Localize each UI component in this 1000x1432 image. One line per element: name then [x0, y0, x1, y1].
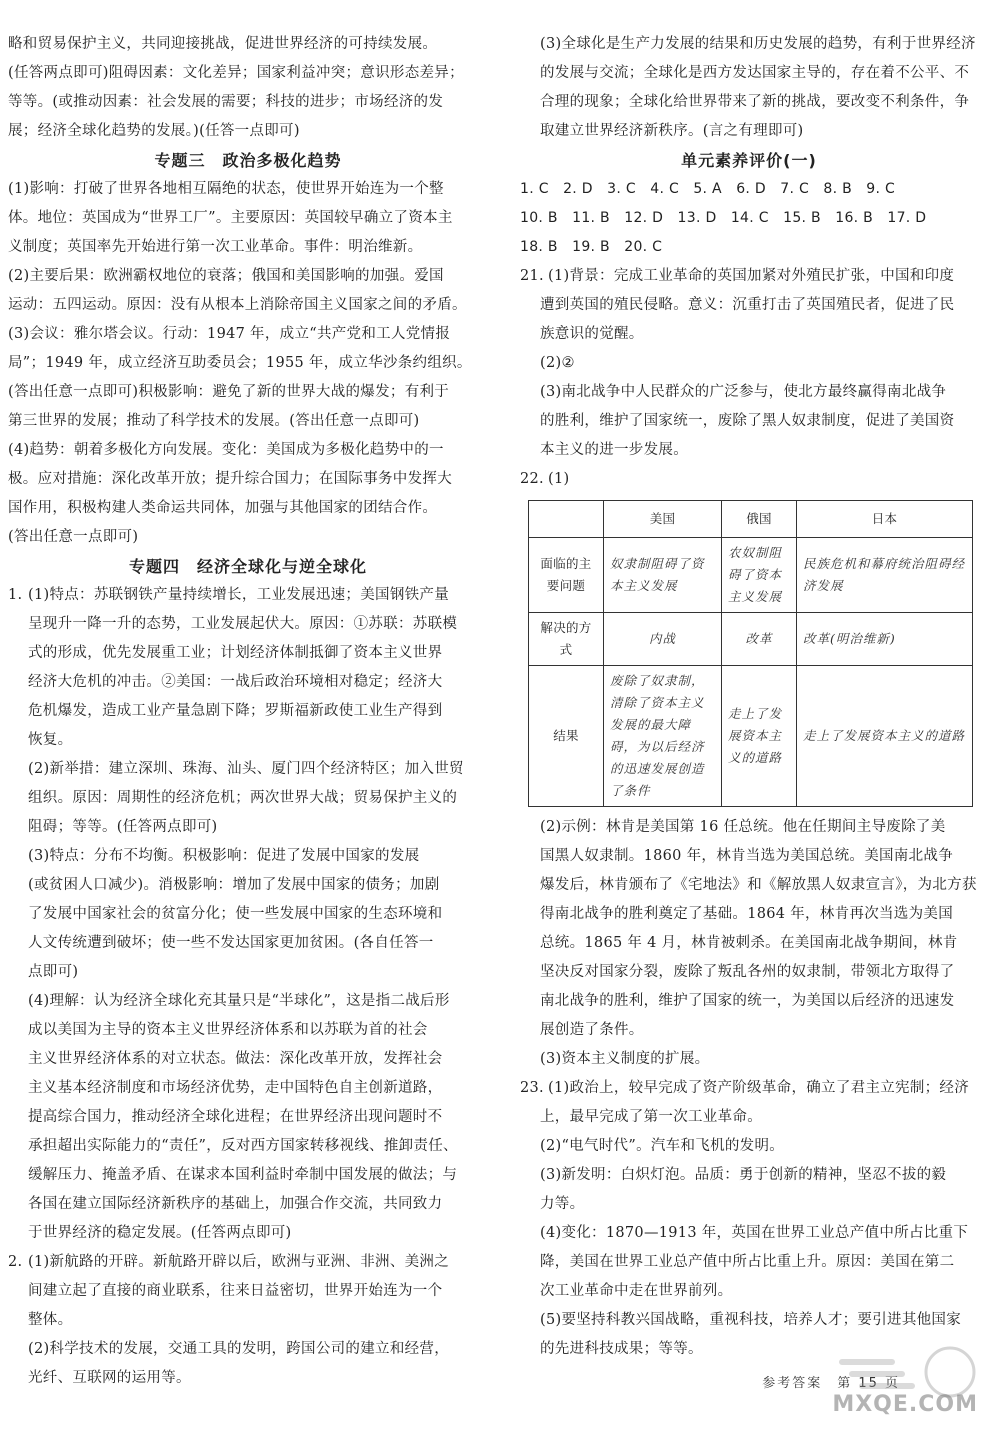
text-line: 义制度；英国率先开始进行第一次工业革命。事件：明治维新。	[8, 239, 423, 255]
text-line: (4)趋势：朝着多极化方向发展。变化：美国成为多极化趋势中的一	[8, 442, 444, 458]
section-3-body	[8, 175, 488, 552]
left-column	[8, 30, 488, 1393]
text-line: 南北战争的胜利，维护了国家的统一，为美国以后经济的迅速发	[540, 993, 955, 1009]
row-label: 解决的方式	[529, 613, 604, 666]
text-line: 呈现升一降一升的态势，工业发展起伏大。原因：①苏联：苏联模	[28, 616, 458, 632]
text-span: (1)特点：苏联钢铁产量持续增长，工业发展迅速；美国钢铁产量	[28, 587, 450, 603]
row-label: 面临的主要问题	[529, 538, 604, 613]
text-line: 组织。原因：周期性的经济危机；两次世界大战；贸易保护主义的	[28, 790, 458, 806]
text-line: 族意识的觉醒。	[540, 326, 644, 342]
table-cell: 农奴制阻碍了资本主义发展	[722, 538, 797, 613]
section-title: 专题三 政治多极化趋势	[154, 151, 342, 170]
table-cell: 废除了奴隶制，清除了资本主义发展的最大障碍，为以后经济的迅速发展创造了条件	[604, 666, 722, 807]
text-span: (1)背景：完成工业革命的英国加紧对外殖民扩张，中国和印度	[548, 268, 955, 284]
text-line: 力等。	[540, 1196, 585, 1212]
text-line: 局”；1949 年，成立经济互助委员会；1955 年，成立华沙条约组织。	[8, 355, 472, 371]
table-header-cell: 日本	[797, 501, 973, 538]
table-cell: 走上了发展资本主义的道路	[797, 666, 973, 807]
right-intro	[520, 30, 978, 146]
question-number: 1.	[8, 587, 23, 603]
text-line: 的先进科技成果；等等。	[540, 1341, 703, 1357]
text-line: 爆发后，林肯颁布了《宅地法》和《解放黑人奴隶宣言》，为北方获	[540, 877, 977, 893]
multiple-choice-answers	[520, 175, 978, 262]
text-line: (2)新举措：建立深圳、珠海、汕头、厦门四个经济特区；加入世贸	[28, 761, 464, 777]
text-line: (2)主要后果：欧洲霸权地位的衰落；俄国和美国影响的加强。爱国	[8, 268, 444, 284]
table-cell: 奴隶制阻碍了资本主义发展	[604, 538, 722, 613]
text-line: 于世界经济的稳定发展。(任答两点即可)	[28, 1225, 292, 1241]
text-line: 人文传统遭到破坏；使一些不发达国家更加贫困。(各自任答一	[28, 935, 434, 951]
text-line: 展；经济全球化趋势的发展。)(任答一点即可)	[8, 123, 300, 139]
question-number: 21.	[520, 268, 544, 284]
table-row	[529, 613, 973, 666]
text-line: 运动：五四运动。原因：没有从根本上消除帝国主义国家之间的矛盾。	[8, 297, 467, 313]
watermark-text: MXQE.COM	[832, 1392, 978, 1417]
text-line: (3)全球化是生产力发展的结果和历史发展的趋势，有利于世界经济	[540, 36, 976, 52]
text-line: (1)影响：打破了世界各地相互隔绝的状态，使世界开始连为一个整	[8, 181, 444, 197]
page-footer: 参考答案 第 15 页	[762, 1376, 900, 1391]
text-line: (2)示例：林肯是美国第 16 任总统。他在任期间主导废除了美	[540, 819, 946, 835]
text-line: 阻碍；等等。(任答两点即可)	[28, 819, 218, 835]
right-column	[520, 30, 978, 1364]
question-21	[520, 262, 978, 465]
text-line: 主义世界经济体系的对立状态。做法：深化改革开放，发挥社会	[28, 1051, 443, 1067]
text-line: 的胜利，维护了国家统一，废除了黑人奴隶制度，促进了美国资	[540, 413, 955, 429]
question-number: 2.	[8, 1254, 23, 1270]
table-header-cell	[529, 501, 604, 538]
text-line: 等等。(或推动因素：社会发展的需要；科技的进步；市场经济的发	[8, 94, 444, 110]
text-line	[520, 1074, 978, 1103]
text-line: (2)科学技术的发展，交通工具的发明，跨国公司的建立和经营，	[28, 1341, 450, 1357]
text-line: (答出任意一点即可)积极影响：避免了新的世界大战的爆发；有利于	[8, 384, 450, 400]
text-line: 承担超出实际能力的“责任”，反对西方国家转移视线、推卸责任、	[28, 1138, 458, 1154]
table-cell: 内战	[604, 613, 722, 666]
text-line: 上，最早完成了第一次工业革命。	[540, 1109, 762, 1125]
text-span: (1)新航路的开辟。新航路开辟以后，欧洲与亚洲、非洲、美洲之	[28, 1254, 450, 1270]
text-line: (3)特点：分布不均衡。积极影响：促进了发展中国家的发展	[28, 848, 420, 864]
text-line: (3)资本主义制度的扩展。	[540, 1051, 710, 1067]
table-row	[529, 538, 973, 613]
table-cell: 改革	[722, 613, 797, 666]
text-line: 坚决反对国家分裂，废除了叛乱各州的奴隶制，带领北方取得了	[540, 964, 955, 980]
text-line: 体。地位：英国成为“世界工厂”。主要原因：英国较早确立了资本主	[8, 210, 453, 226]
text-line: 极。应对措施：深化改革开放；提升综合国力；在国际事务中发挥大	[8, 471, 452, 487]
unit-title: 单元素养评价(一)	[681, 151, 817, 170]
text-line: 合理的现象；全球化给世界带来了新的挑战，要改变不利条件，争	[540, 94, 970, 110]
text-line	[8, 581, 488, 610]
text-line: (2)②	[540, 355, 575, 371]
question-22	[520, 465, 978, 1074]
text-line: (4)理解：认为经济全球化充其量只是“半球化”，这是指二战后形	[28, 993, 450, 1009]
text-line: 遭到英国的殖民侵略。意义：沉重打击了英国殖民者，促进了民	[540, 297, 955, 313]
question-number: 23.	[520, 1080, 544, 1096]
text-line: (或贫困人口减少)。消极影响：增加了发展中国家的债务；加剧	[28, 877, 440, 893]
question-1	[8, 581, 488, 1248]
question-23	[520, 1074, 978, 1364]
text-line: 点即可)	[28, 964, 79, 980]
question-number: 22.	[520, 471, 544, 487]
mcq-line: 18. B 19. B 20. C	[520, 239, 663, 255]
text-line: 降，美国在世界工业总产值中所占比重上升。原因：美国在第二	[540, 1254, 955, 1270]
text-span: (1)	[548, 471, 570, 487]
text-line	[520, 465, 978, 494]
text-line: 缓解压力、掩盖矛盾、在谋求本国利益时牵制中国发展的做法；与	[28, 1167, 458, 1183]
question-2	[8, 1248, 488, 1393]
text-line: 总统。1865 年 4 月，林肯被刺杀。在美国南北战争期间，林肯	[540, 935, 958, 951]
text-line: 式的形成，优先发展重工业；计划经济体制抵御了资本主义世界	[28, 645, 443, 661]
text-span: (1)政治上，较早完成了资产阶级革命，确立了君主立宪制；经济	[548, 1080, 970, 1096]
text-line: (3)南北战争中人民群众的广泛参与，使北方最终赢得南北战争	[540, 384, 947, 400]
text-line	[8, 1248, 488, 1277]
table-row	[529, 666, 973, 807]
text-line: 光纤、互联网的运用等。	[28, 1370, 191, 1386]
text-line: 展创造了条件。	[540, 1022, 644, 1038]
table-header-cell: 俄国	[722, 501, 797, 538]
text-line: 各国在建立国际经济新秩序的基础上，加强合作交流，共同致力	[28, 1196, 443, 1212]
text-line: 的发展与交流；全球化是西方发达国家主导的，存在着不公平、不	[540, 65, 970, 81]
text-line: 主义基本经济制度和市场经济优势，走中国特色自主创新道路，	[28, 1080, 443, 1096]
text-line: 得南北战争的胜利奠定了基础。1864 年，林肯再次当选为美国	[540, 906, 954, 922]
text-line	[520, 262, 978, 291]
text-line: (5)要坚持科教兴国战略，重视科技，培养人才；要引进其他国家	[540, 1312, 962, 1328]
text-line: 经济大危机的冲击。②美国：一战后政治环境相对稳定；经济大	[28, 674, 443, 690]
text-line: (任答两点即可)阻碍因素：文化差异；国家利益冲突；意识形态差异；	[8, 65, 464, 81]
text-line: 整体。	[28, 1312, 73, 1328]
table-header-row	[529, 501, 973, 538]
text-line: 本主义的进一步发展。	[540, 442, 688, 458]
text-line: (3)会议：雅尔塔会议。行动：1947 年，成立“共产党和工人党情报	[8, 326, 451, 342]
table-cell: 民族危机和幕府统治阻碍经济发展	[797, 538, 973, 613]
text-line: 略和贸易保护主义，共同迎接挑战，促进世界经济的可持续发展。	[8, 36, 438, 52]
mcq-line: 10. B 11. B 12. D 13. D 14. C 15. B 16. B 17. D	[520, 210, 927, 226]
text-line: 国作用，积极构建人类命运共同体，加强与其他国家的团结合作。	[8, 500, 438, 516]
text-line: 取建立世界经济新秩序。(言之有理即可)	[540, 123, 804, 139]
text-line: 国黑人奴隶制。1860 年，林肯当选为美国总统。美国南北战争	[540, 848, 954, 864]
text-line: 危机爆发，造成工业产量急剧下降；罗斯福新政使工业生产得到	[28, 703, 443, 719]
section-title: 专题四 经济全球化与逆全球化	[128, 557, 367, 576]
text-line: 了发展中国家社会的贫富分化；使一些发展中国家的生态环境和	[28, 906, 443, 922]
table-cell: 改革(明治维新)	[797, 613, 973, 666]
mcq-line: 1. C 2. D 3. C 4. C 5. A 6. D 7. C 8. B 9. C	[520, 181, 896, 197]
text-line: 间建立起了直接的商业联系，往来日益密切，世界开始连为一个	[28, 1283, 443, 1299]
text-line: (2)“电气时代”。汽车和飞机的发明。	[540, 1138, 785, 1154]
comparison-table	[528, 500, 973, 807]
text-line: 成以美国为主导的资本主义世界经济体系和以苏联为首的社会	[28, 1022, 428, 1038]
table-header-cell: 美国	[604, 501, 722, 538]
row-label: 结果	[529, 666, 604, 807]
text-line: 恢复。	[28, 732, 73, 748]
text-line: 第三世界的发展；推动了科学技术的发展。(答出任意一点即可)	[8, 413, 420, 429]
text-line: (答出任意一点即可)	[8, 529, 139, 545]
table-cell: 走上了发展资本主义的道路	[722, 666, 797, 807]
text-line: 次工业革命中走在世界前列。	[540, 1283, 733, 1299]
left-intro	[8, 30, 488, 146]
text-line: (3)新发明：白炽灯泡。品质：勇于创新的精神，坚忍不拔的毅	[540, 1167, 947, 1183]
text-line: 提高综合国力，推动经济全球化进程；在世界经济出现问题时不	[28, 1109, 443, 1125]
text-line: (4)变化：1870—1913 年，英国在世界工业总产值中所占比重下	[540, 1225, 969, 1241]
